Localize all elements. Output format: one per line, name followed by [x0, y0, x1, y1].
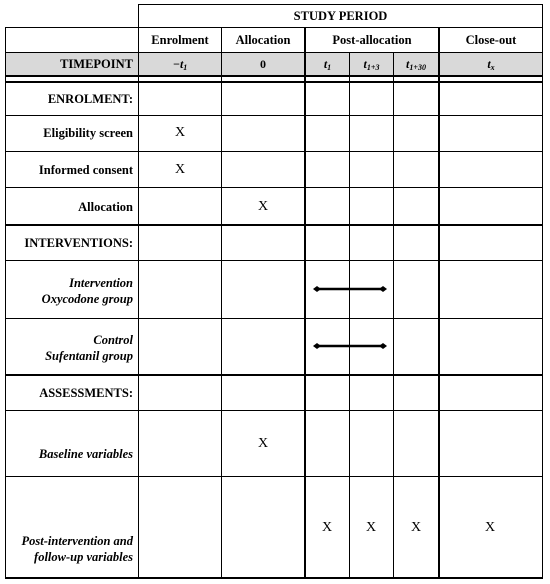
baseline-variables-label: Baseline variables: [38, 447, 133, 461]
x-mark-post-t1-plus-3: X: [365, 520, 377, 535]
table-line: [542, 4, 543, 578]
post-intervention-label-line1: Post-intervention and: [21, 534, 133, 548]
x-mark-post-t1-plus-30: X: [410, 520, 422, 535]
enrolment-heading: ENROLMENT:: [47, 92, 133, 106]
post-intervention-label-line2: follow-up variables: [34, 550, 133, 564]
phase-post-allocation: Post-allocation: [332, 33, 412, 47]
table-line: [5, 374, 543, 376]
timepoint-t1-plus-30-sub: 1+30: [409, 63, 426, 72]
table-line: [5, 115, 543, 116]
informed-consent-label: Informed consent: [38, 163, 133, 177]
x-mark-baseline-allocation: X: [257, 436, 269, 451]
table-line: [5, 318, 543, 319]
timepoint-t1-plus-30: [393, 56, 439, 76]
table-line: [5, 410, 543, 411]
timepoint-allocation: [221, 56, 305, 72]
table-line: [438, 27, 440, 578]
phase-allocation: Allocation: [235, 33, 291, 47]
table-line: [5, 151, 543, 152]
timepoint-t1-plus-3-sub: 1+3: [366, 63, 380, 72]
table-line: [221, 27, 222, 578]
table-line: [5, 577, 543, 579]
table-line: [393, 52, 394, 578]
timepoint-close-out: [439, 56, 543, 76]
table-line: [5, 81, 543, 83]
timepoint-close-out-sub: x: [490, 63, 495, 72]
timepoint-enrolment: [138, 56, 222, 76]
timepoint-t1: [305, 56, 350, 76]
interventions-heading: INTERVENTIONS:: [24, 236, 133, 250]
timepoint-allocation-text: 0: [260, 57, 266, 71]
timepoint-close-out-text: t: [487, 57, 491, 71]
timepoint-t1-sub: 1: [327, 63, 332, 72]
table-line: [349, 52, 350, 578]
timepoint-t1-plus-30-text: t: [406, 57, 410, 71]
table-line: [138, 4, 139, 578]
timepoint-enrolment-sub: 1: [183, 63, 188, 72]
table-line: [5, 52, 543, 53]
control-group-label-line2: Sufentanil group: [45, 349, 133, 363]
x-mark-post-close-out: X: [484, 520, 496, 535]
timepoint-label: TIMEPOINT: [60, 57, 133, 71]
intervention-duration-bar: [312, 283, 388, 295]
table-line: [5, 476, 543, 477]
eligibility-screen-label: Eligibility screen: [43, 126, 133, 140]
table-line: [138, 4, 543, 5]
timepoint-t1-plus-3-text: t: [363, 57, 367, 71]
timepoint-t1-text: t: [323, 57, 328, 71]
phase-close-out: Close-out: [465, 33, 517, 47]
control-group-label-line1: Control: [93, 333, 133, 347]
table-line: [304, 27, 306, 578]
phase-enrolment: Enrolment: [151, 33, 209, 47]
x-mark-eligibility-enrolment: X: [174, 125, 186, 140]
assessments-heading: ASSESSMENTS:: [39, 386, 133, 400]
x-mark-allocation-allocation: X: [257, 199, 269, 214]
x-mark-post-t1: X: [321, 520, 333, 535]
intervention-group-label-line2: Oxycodone group: [41, 292, 133, 306]
table-line: [5, 224, 543, 226]
table-line: [5, 187, 543, 188]
timepoint-t1-plus-3: [349, 56, 394, 76]
table-line: [5, 260, 543, 261]
x-mark-consent-enrolment: X: [174, 162, 186, 177]
control-duration-bar: [312, 340, 388, 352]
intervention-group-label-line1: Intervention: [69, 276, 133, 290]
timepoint-enrolment-text: −t: [172, 57, 184, 71]
table-line: [5, 27, 543, 28]
study-period-heading: STUDY PERIOD: [293, 9, 388, 23]
allocation-label: Allocation: [78, 200, 133, 214]
